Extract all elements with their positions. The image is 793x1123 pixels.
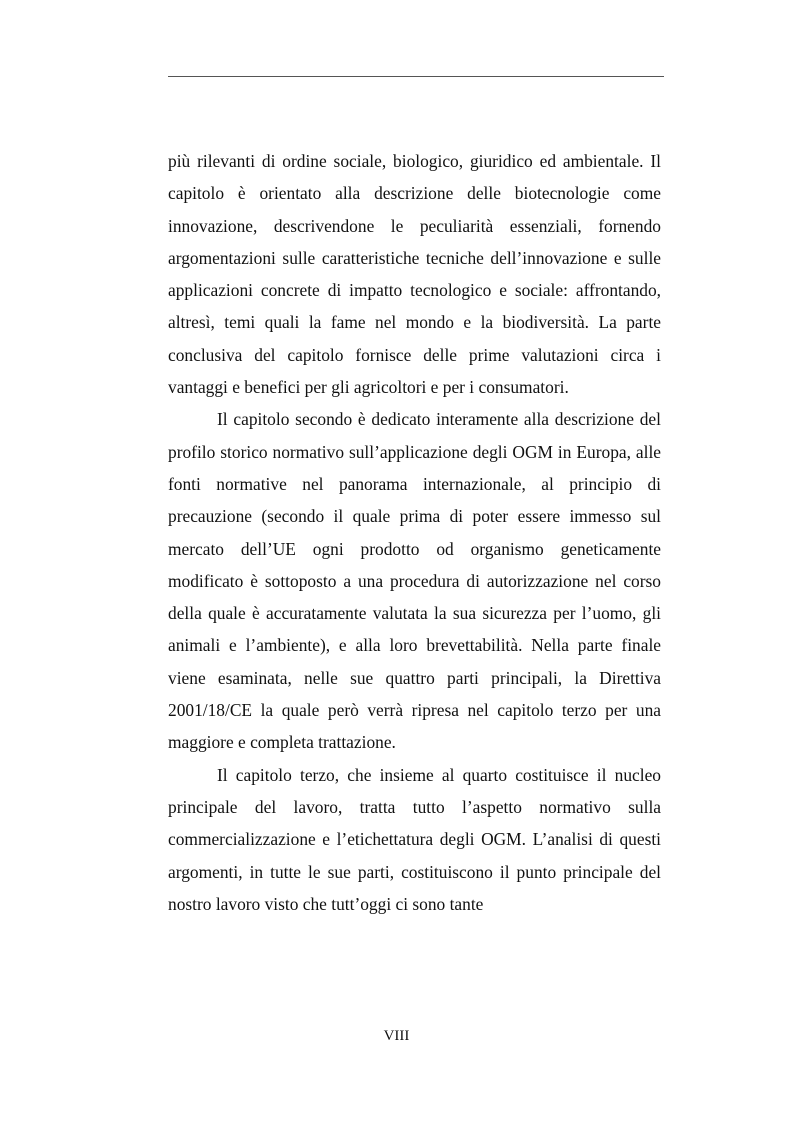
header-rule xyxy=(168,76,664,77)
paragraph-2: Il capitolo secondo è dedicato interamente alla descrizione del profilo storico normativo sull’applicazione degli OGM in Europa, alle fonti normative nel panorama internazionale, al principio di precauzione (secondo il quale prima di poter essere immesso sul mercato dell’UE ogni prodotto od organismo geneticamente modificato è sottoposto a una procedura di autorizzazione nel corso della quale è accuratamente valutata la sua sicurezza per l’uomo, gli animali e l’ambiente), e alla loro brevettabilità. Nella parte finale viene esaminata, nelle sue quattro parti principali, la Direttiva 2001/18/CE la quale però verrà ripresa nel capitolo terzo per una maggiore e completa trattazione. xyxy=(168,409,661,753)
paragraph-1: più rilevanti di ordine sociale, biologico, giuridico ed ambientale. Il capitolo è orientato alla descrizione delle biotecnologie come innovazione, descrivendone le peculiarità essenziali, fornendo argomentazioni sulle caratteristiche tecniche dell’innovazione e sulle applicazioni concrete di impatto tecnologico e sociale: affrontando, altresì, temi quali la fame nel mondo e la biodiversità. La parte conclusiva del capitolo fornisce delle prime valutazioni circa i vantaggi e benefici per gli agricoltori e per i consumatori. xyxy=(168,151,661,398)
paragraph-3: Il capitolo terzo, che insieme al quarto costituisce il nucleo principale del lavoro, tratta tutto l’aspetto normativo sulla commercializzazione e l’etichettatura degli OGM. L’analisi di questi argomenti, in tutte le sue parti, costituiscono il punto principale del nostro lavoro visto che tutt’oggi ci sono tante xyxy=(168,764,661,914)
page-number: VIII xyxy=(383,1028,410,1044)
body-text xyxy=(168,145,661,920)
